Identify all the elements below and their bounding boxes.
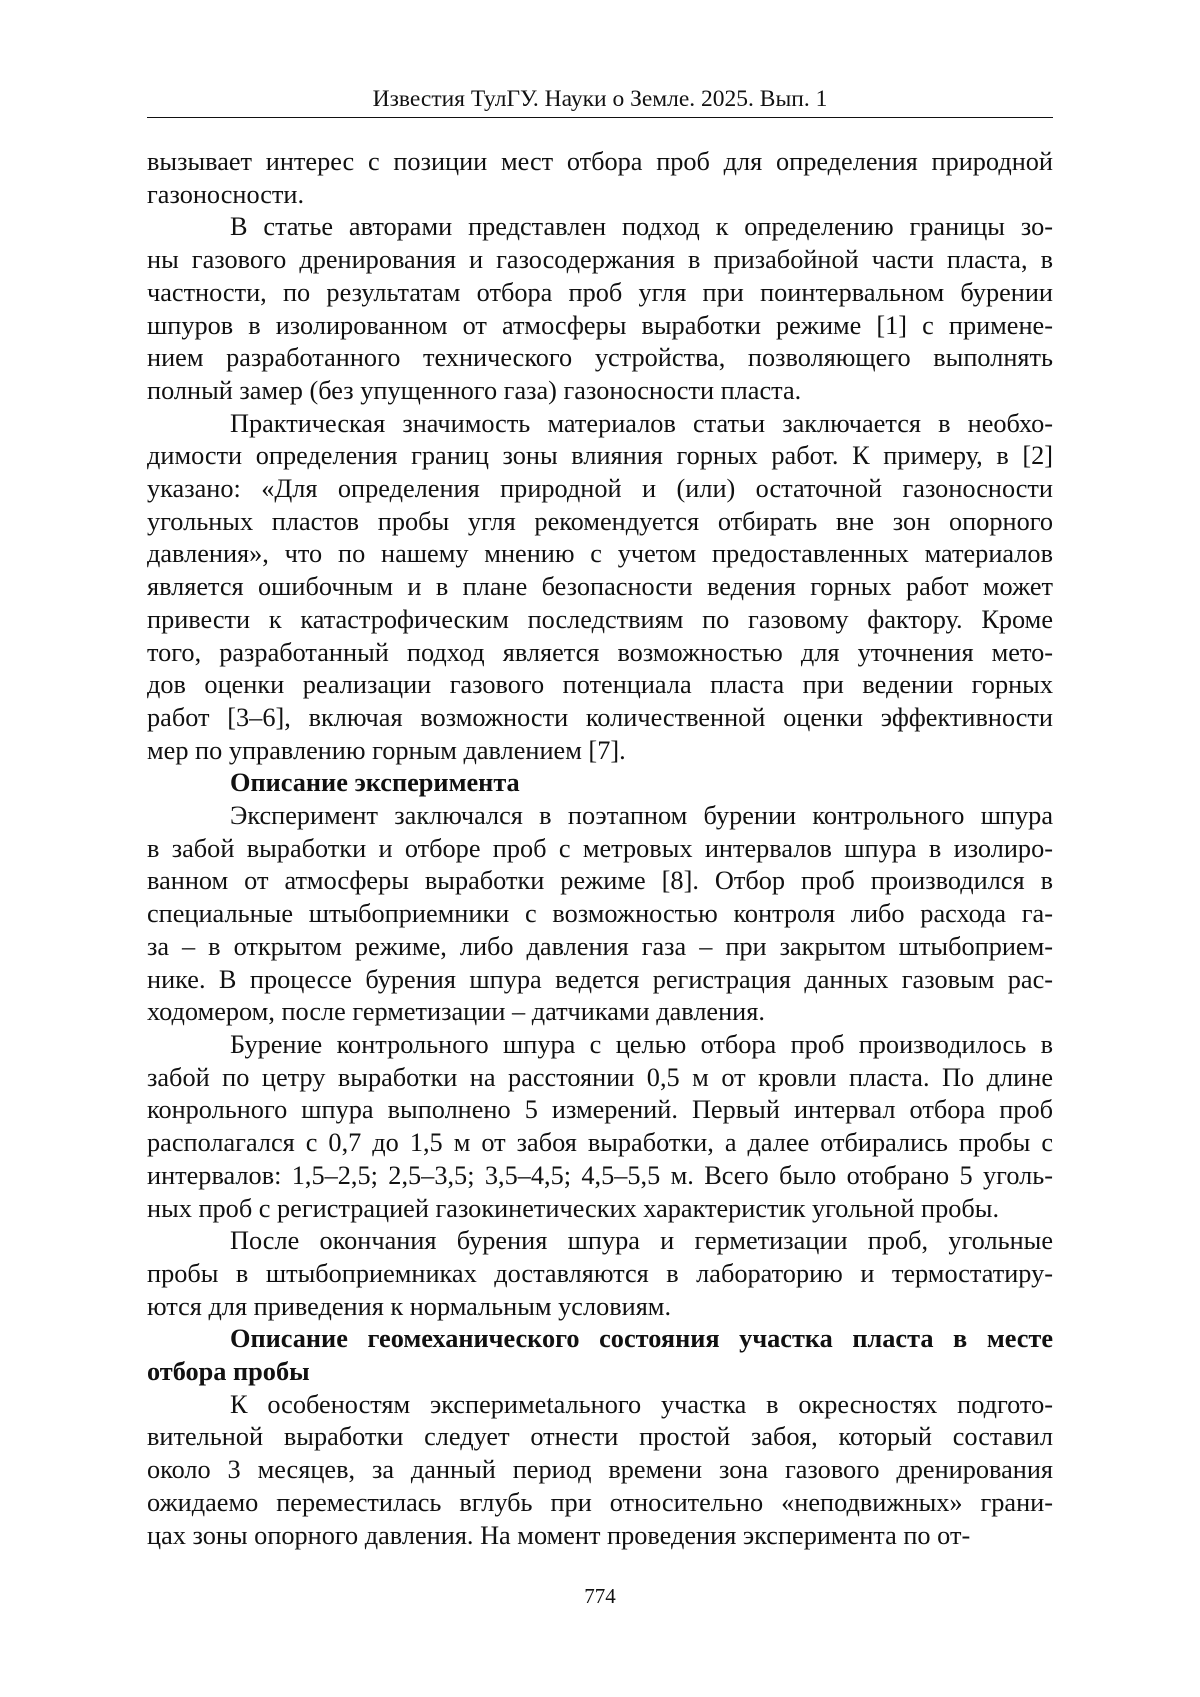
text-line: вызывает интерес с позиции мест отбора проб для определения природной (147, 147, 1053, 176)
text-line: Эксперимент заключался в поэтапном бурении контрольного шпура (230, 801, 1053, 831)
text-line: за – в открытом режиме, либо давления газа – при закрытом штыбоприем- (147, 931, 1053, 961)
text-line: располагался с 0,7 до 1,5 м от забоя выработки, а далее отбирались пробы с (147, 1128, 1053, 1158)
section-heading-line: Описание геомеханического состояния участка пласта в месте (230, 1324, 1053, 1354)
text-line: является ошибочным и в плане безопасности ведения горных работ может (147, 572, 1053, 602)
text-line: ются для приведения к нормальным условиям. (147, 1291, 672, 1321)
page-number: 774 (584, 1584, 616, 1608)
text-line: газоносности. (147, 179, 305, 209)
text-line: забой по цетру выработки на расстоянии 0,5 м от кровли пласта. По длине (147, 1062, 1053, 1092)
text-line: Практическая значимость материалов статьи заключается в необхо- (230, 408, 1053, 438)
text-line: После окончания бурения шпура и герметизации проб, угольные (230, 1226, 1053, 1256)
text-line: цах зоны опорного давления. На момент проведения эксперимента по от- (147, 1520, 971, 1550)
text-line: ны газового дренирования и газосодержания в призабойной части пласта, в (147, 245, 1053, 275)
text-line: ожидаемо переместилась вглубь при относительно «неподвижных» грани- (147, 1487, 1053, 1517)
text-line: ных проб с регистрацией газокинетических характеристик угольной пробы. (147, 1193, 1000, 1223)
section-heading-line: отбора пробы (147, 1357, 310, 1387)
text-line: ходомером, после герметизации – датчиками давления. (147, 997, 765, 1027)
text-line: указано: «Для определения природной и (или) остаточной газоносности (147, 474, 1053, 504)
text-line: пробы в штыбоприемниках доставляются в лабораторию и термостатиру- (147, 1258, 1053, 1288)
text-line: димости определения границ зоны влияния горных работ. К примеру, в [2] (147, 441, 1053, 471)
text-line: шпуров в изолированном от атмосферы выработки режиме [1] с примене- (147, 310, 1053, 340)
article-body (147, 146, 1053, 1552)
text-line: специальные штыбоприемники с возможностью контроля либо расхода га- (147, 899, 1053, 929)
text-line: угольных пластов пробы угля рекомендуется отбирать вне зон опорного (147, 506, 1053, 536)
header-rule (147, 117, 1053, 118)
running-header: Известия ТулГУ. Науки о Земле. 2025. Вып. 1 (372, 86, 828, 112)
text-line: нике. В процессе бурения шпура ведется регистрация данных газовым рас- (147, 964, 1053, 994)
text-line: интервалов: 1,5–2,5; 2,5–3,5; 3,5–4,5; 4,5–5,5 м. Всего было отобрано 5 уголь- (147, 1160, 1053, 1190)
text-line: около 3 месяцев, за данный период времени зона газового дренирования (147, 1455, 1053, 1485)
text-line: дов оценки реализации газового потенциала пласта при ведении горных (147, 670, 1053, 700)
text-line: мер по управлению горным давлением [7]. (147, 735, 626, 765)
text-line: вительной выработки следует отнести простой забоя, который составил (147, 1422, 1053, 1452)
text-line: полный замер (без упущенного газа) газоносности пласта. (147, 375, 802, 405)
text-line: ванном от атмосферы выработки режиме [8]. Отбор проб производился в (147, 866, 1053, 896)
text-line: нием разработанного технического устройства, позволяющего выполнять (147, 343, 1053, 373)
text-line: привести к катастрофическим последствиям по газовому фактору. Кроме (147, 604, 1053, 634)
text-line: работ [3–6], включая возможности количественной оценки эффективности (147, 702, 1053, 732)
text-line: В статье авторами представлен подход к определению границы зо- (230, 212, 1053, 242)
text-line: К особеностям эксперимеtального участка в окресностях подгото- (230, 1389, 1053, 1419)
text-line: Бурение контрольного шпура с целью отбора проб производилось в (230, 1029, 1053, 1059)
text-line: того, разработанный подход является возможностью для уточнения мето- (147, 637, 1053, 667)
text-line: конрольного шпура выполнено 5 измерений. Первый интервал отбора проб (147, 1095, 1053, 1125)
section-heading-line: Описание эксперимента (230, 768, 520, 798)
text-line: давления», что по нашему мнению с учетом предоставленных материалов (147, 539, 1053, 569)
text-line: частности, по результатам отбора проб угля при поинтервальном бурении (147, 277, 1053, 307)
text-line: в забой выработки и отборе проб с метровых интервалов шпура в изолиро- (147, 833, 1053, 863)
